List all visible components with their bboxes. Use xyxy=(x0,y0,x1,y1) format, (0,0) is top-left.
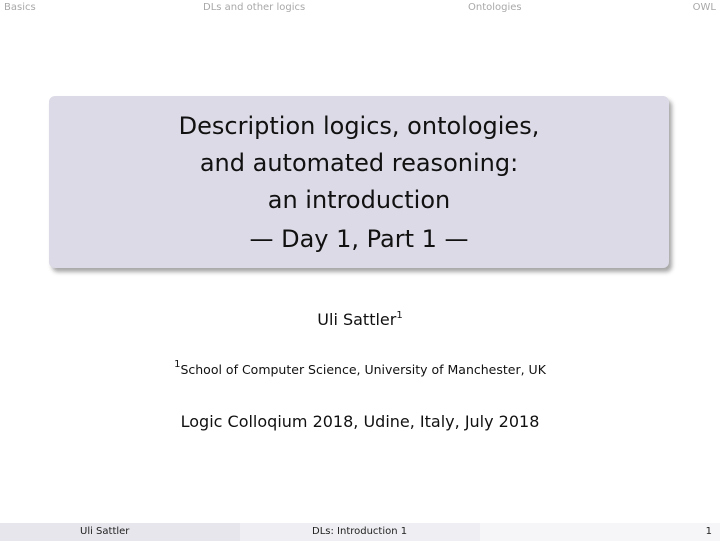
nav-item-ontologies[interactable]: Ontologies xyxy=(468,2,522,13)
nav-item-owl[interactable]: OWL xyxy=(692,2,716,13)
affiliation-text: School of Computer Science, University of Manchester, UK xyxy=(180,362,546,377)
title-box xyxy=(49,96,669,268)
nav-item-basics[interactable]: Basics xyxy=(4,2,36,13)
page-number: 1 xyxy=(705,526,712,537)
title-line-2: and automated reasoning: xyxy=(199,149,519,177)
affiliation-mark: 1 xyxy=(174,359,181,370)
affiliation xyxy=(0,359,720,377)
title-line-1: Description logics, ontologies, xyxy=(178,112,540,140)
section-navigation xyxy=(0,0,720,18)
event-line: Logic Colloqium 2018, Udine, Italy, July 2018 xyxy=(180,412,540,431)
author-affiliation-mark: 1 xyxy=(396,310,403,321)
footer-author-cell xyxy=(0,523,240,541)
author-name: Uli Sattler xyxy=(317,310,397,329)
footer-author: Uli Sattler xyxy=(80,526,130,537)
footer-page-cell xyxy=(480,523,720,541)
footer xyxy=(0,523,720,541)
slide-title xyxy=(49,108,669,219)
title-line-3: an introduction xyxy=(267,186,451,214)
slide-subtitle: — Day 1, Part 1 — xyxy=(249,225,469,253)
author xyxy=(0,310,720,329)
footer-short-title: DLs: Introduction 1 xyxy=(312,526,408,537)
footer-title-cell xyxy=(240,523,480,541)
nav-item-dls-and-other-logics[interactable]: DLs and other logics xyxy=(203,2,306,13)
